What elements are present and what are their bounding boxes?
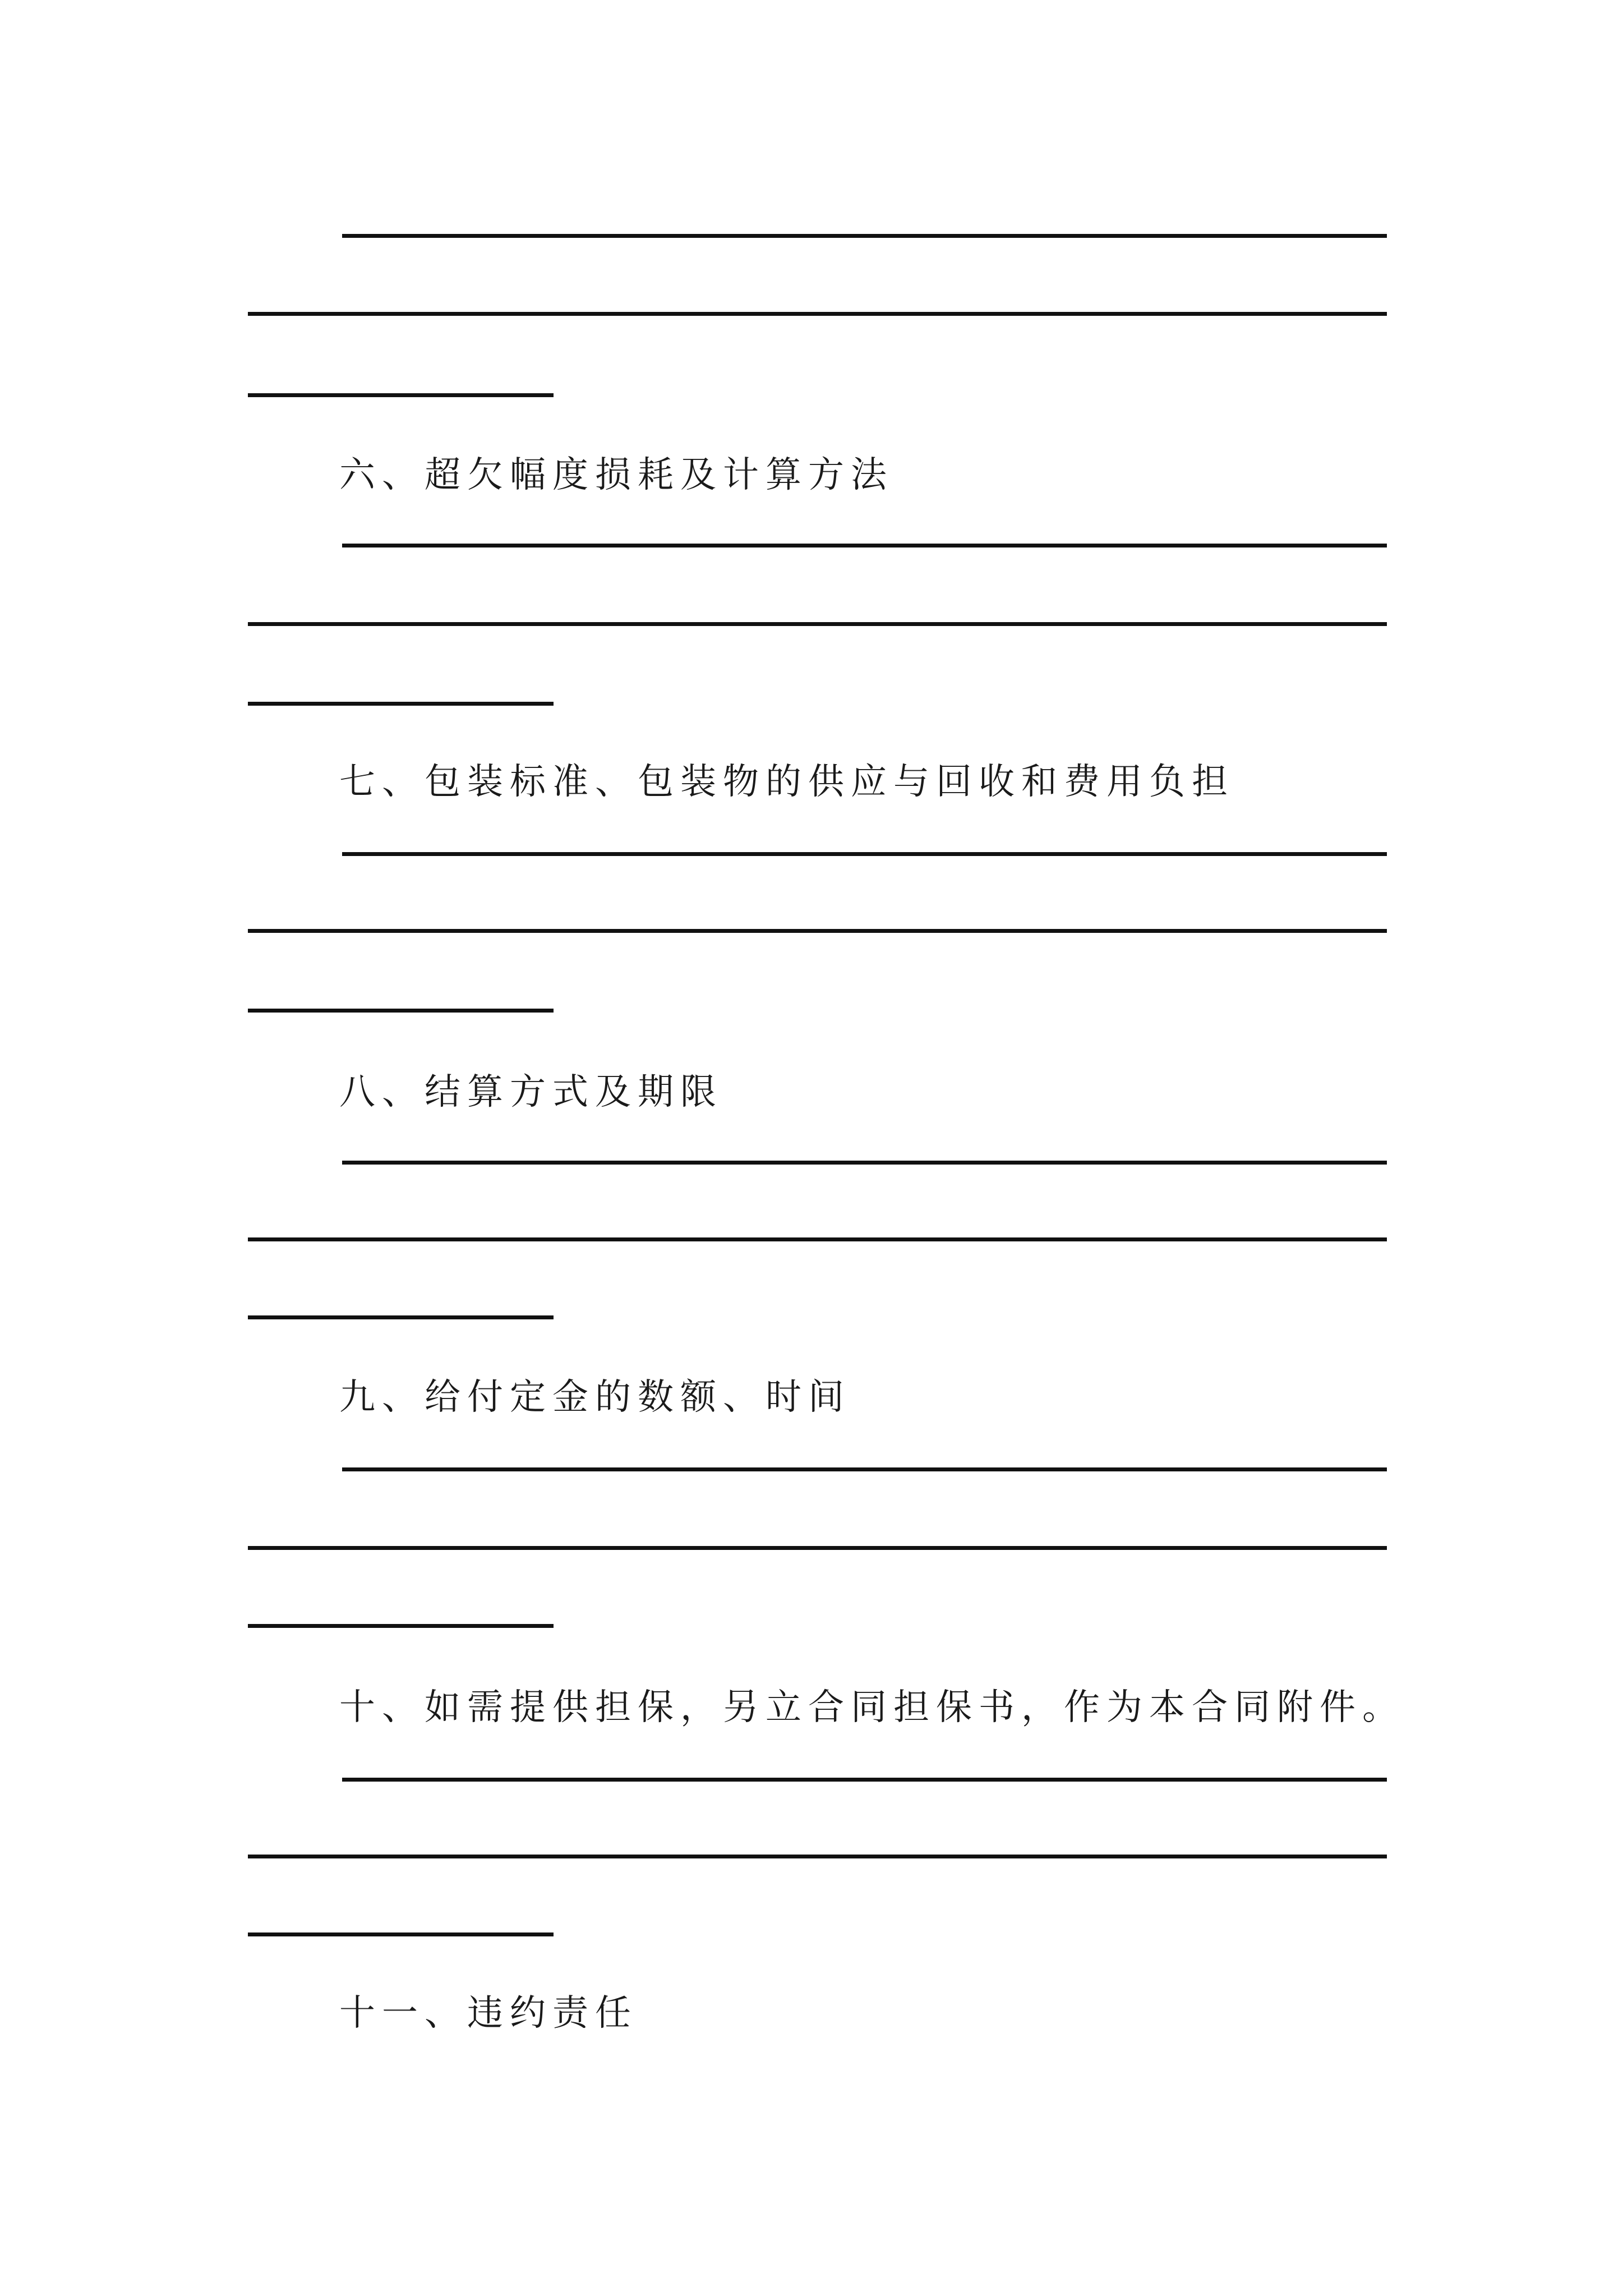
blank-line-indented <box>342 1778 1387 1782</box>
blank-line-full <box>248 1237 1387 1241</box>
section-heading-11: 十一、违约责任 <box>339 1993 638 2034</box>
section-heading-9: 九、给付定金的数额、时间 <box>339 1377 851 1418</box>
blank-line-indented <box>342 1467 1387 1471</box>
blank-line-full <box>248 622 1387 626</box>
blank-line-indented <box>342 1161 1387 1165</box>
blank-line-short <box>248 393 554 397</box>
blank-line-full <box>248 929 1387 933</box>
blank-line-short <box>248 1932 554 1936</box>
blank-line-indented <box>342 234 1387 238</box>
section-heading-8: 八、结算方式及期限 <box>339 1071 723 1113</box>
section-heading-10: 十、如需提供担保，另立合同担保书，作为本合同附件。 <box>339 1687 1405 1728</box>
blank-line-short <box>248 702 554 706</box>
blank-line-full <box>248 1855 1387 1858</box>
blank-line-short <box>248 1009 554 1013</box>
blank-line-full <box>248 312 1387 316</box>
blank-line-indented <box>342 852 1387 856</box>
blank-line-short <box>248 1624 554 1628</box>
section-heading-7: 七、包装标准、包装物的供应与回收和费用负担 <box>339 761 1234 803</box>
section-heading-6: 六、超欠幅度损耗及计算方法 <box>339 454 893 496</box>
blank-line-indented <box>342 544 1387 547</box>
blank-line-short <box>248 1315 554 1319</box>
blank-line-full <box>248 1546 1387 1550</box>
